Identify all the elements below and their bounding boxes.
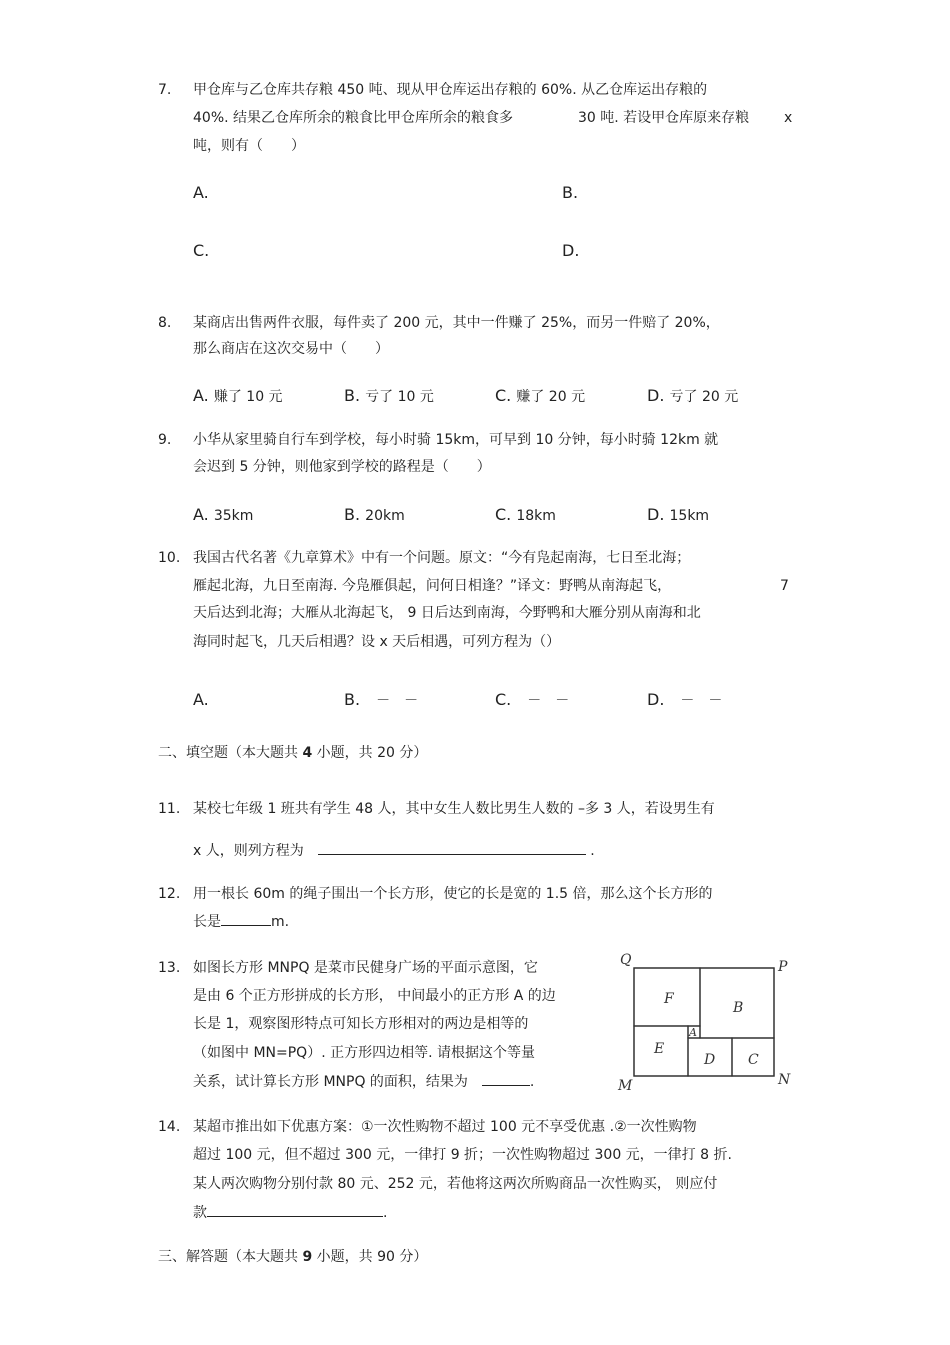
label-d: D	[704, 1052, 716, 1068]
q14-line-4: 款 .	[193, 1202, 387, 1223]
q9-number: 9.	[158, 432, 172, 448]
label-a: A	[689, 1026, 697, 1039]
q7-line-2b: 30 吨. 若设甲仓库原来存粮	[578, 110, 750, 126]
label-q: Q	[620, 952, 632, 968]
q8-line-2: 那么商店在这次交易中（ ）	[193, 341, 389, 357]
q14-number: 14.	[158, 1119, 181, 1135]
q13-line-4: （如图中 MN=PQ）. 正方形四边相等. 请根据这个等量	[193, 1045, 535, 1061]
q10-option-b: B. － －	[344, 690, 419, 709]
q8-option-a: A. 赚了 10 元	[193, 386, 283, 405]
q7-number: 7.	[158, 82, 172, 98]
q13-line-1: 如图长方形 MNPQ 是菜市民健身广场的平面示意图，它	[193, 960, 538, 976]
q10-number: 10.	[158, 550, 181, 566]
q11-number: 11.	[158, 801, 181, 817]
q12-line-2: 长是 m.	[193, 911, 289, 932]
label-c: C	[748, 1052, 759, 1068]
q9-line-2: 会迟到 5 分钟，则他家到学校的路程是（ ）	[193, 459, 491, 475]
q8-option-b: B. 亏了 10 元	[344, 386, 434, 405]
q11-line-2: x 人，则列方程为 .	[193, 840, 595, 861]
label-p: P	[778, 959, 788, 975]
q10-option-d: D. － －	[647, 690, 723, 709]
q13-line-5: 关系，试计算长方形 MNPQ 的面积，结果为 .	[193, 1071, 534, 1092]
q9-line-1: 小华从家里骑自行车到学校，每小时骑 15km，可早到 10 分钟，每小时骑 12km 就	[193, 432, 719, 448]
q7-option-a: A.	[193, 183, 209, 202]
q8-line-1: 某商店出售两件衣服，每件卖了 200 元，其中一件赚了 25%，而另一件赔了 20%，	[193, 315, 720, 331]
q7-line-3: 吨，则有（ ）	[193, 138, 305, 154]
q10-option-c: C. － －	[495, 690, 570, 709]
q12-line-1: 用一根长 60m 的绳子围出一个长方形，使它的长是宽的 1.5 倍，那么这个长方形的	[193, 886, 713, 902]
q14-line-1: 某超市推出如下优惠方案：①一次性购物不超过 100 元不享受优惠 .②一次性购物	[193, 1119, 697, 1135]
q10-line-4: 海同时起飞，几天后相遇？设 x 天后相遇，可列方程为（）	[193, 634, 561, 650]
q8-option-c: C. 赚了 20 元	[495, 386, 586, 405]
q8-option-d: D. 亏了 20 元	[647, 386, 739, 405]
q7-option-d: D.	[562, 241, 580, 260]
q13-line-3: 长是 1，观察图形特点可知长方形相对的两边是相等的	[193, 1016, 529, 1032]
label-b: B	[733, 1000, 744, 1016]
q7-option-b: B.	[562, 183, 579, 202]
q13-line-2: 是由 6 个正方形拼成的长方形， 中间最小的正方形 A 的边	[193, 988, 556, 1004]
label-f: F	[664, 991, 674, 1007]
q14-line-2: 超过 100 元，但不超过 300 元，一律打 9 折；一次性购物超过 300 元，一律打 8 折.	[193, 1147, 732, 1163]
q7-line-2a: 40%. 结果乙仓库所余的粮食比甲仓库所余的粮食多	[193, 110, 514, 126]
q7-line-1: 甲仓库与乙仓库共存粮 450 吨、现从甲仓库运出存粮的 60%. 从乙仓库运出存粮的	[193, 82, 708, 98]
q10-line-2b: 7	[780, 578, 789, 594]
q9-option-a: A. 35km	[193, 505, 254, 524]
q10-line-2a: 雁起北海，九日至南海. 今凫雁俱起，问何日相逢？”译文：野鸭从南海起飞，	[193, 578, 672, 594]
q9-option-c: C. 18km	[495, 505, 556, 524]
q11-answer-blank[interactable]	[318, 840, 586, 855]
q14-answer-blank[interactable]	[207, 1202, 383, 1217]
q13-number: 13.	[158, 960, 181, 976]
section-2-heading: 二、填空题（本大题共 4 小题，共 20 分）	[158, 745, 428, 761]
q10-line-3: 天后达到北海；大雁从北海起飞， 9 日后达到南海，今野鸭和大雁分别从南海和北	[193, 605, 701, 621]
label-e: E	[654, 1041, 665, 1057]
label-m: M	[618, 1078, 633, 1094]
q9-option-b: B. 20km	[344, 505, 405, 524]
q10-option-a: A.	[193, 690, 209, 709]
q10-line-1: 我国古代名著《九章算术》中有一个问题。原文：“今有凫起南海，七日至北海；	[193, 550, 691, 566]
q7-option-c: C.	[193, 241, 210, 260]
q7-line-2c: x	[784, 110, 793, 126]
q12-number: 12.	[158, 886, 181, 902]
label-n: N	[778, 1072, 791, 1088]
section-3-heading: 三、解答题（本大题共 9 小题，共 90 分）	[158, 1249, 428, 1265]
q12-answer-blank[interactable]	[221, 911, 271, 926]
q9-option-d: D. 15km	[647, 505, 710, 524]
q8-number: 8.	[158, 315, 172, 331]
q11-line-1: 某校七年级 1 班共有学生 48 人，其中女生人数比男生人数的 –多 3 人，若设男生有	[193, 801, 715, 817]
q14-line-3: 某人两次购物分别付款 80 元、252 元，若他将这两次所购商品一次性购买， 则应付	[193, 1176, 718, 1192]
q13-answer-blank[interactable]	[482, 1071, 530, 1086]
q13-figure-rectangle-mnpq	[612, 948, 798, 1094]
